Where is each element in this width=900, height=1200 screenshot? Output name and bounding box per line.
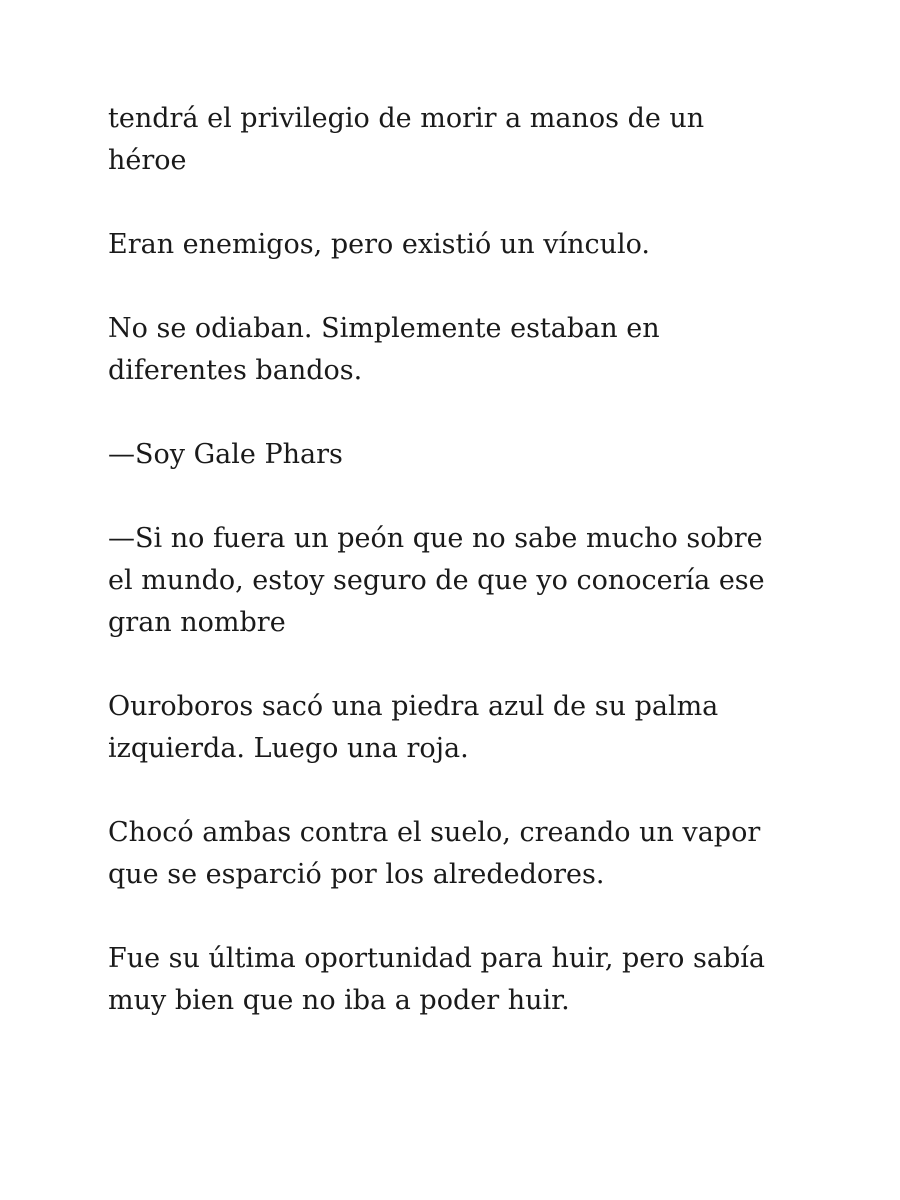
paragraph bbox=[108, 98, 808, 182]
text-line: —Si no fuera un peón que no sabe mucho sobre bbox=[108, 523, 763, 554]
paragraph bbox=[108, 224, 808, 266]
text-line: Fue su última oportunidad para huir, pero sabía bbox=[108, 943, 765, 974]
paragraph bbox=[108, 938, 808, 1022]
text-line: muy bien que no iba a poder huir. bbox=[108, 985, 570, 1016]
text-line: diferentes bandos. bbox=[108, 355, 363, 386]
paragraph bbox=[108, 812, 808, 896]
paragraph bbox=[108, 686, 808, 770]
text-line: gran nombre bbox=[108, 607, 286, 638]
text-line: Chocó ambas contra el suelo, creando un vapor bbox=[108, 817, 761, 848]
document-page bbox=[108, 98, 808, 1064]
text-line: tendrá el privilegio de morir a manos de un bbox=[108, 103, 705, 134]
paragraph bbox=[108, 308, 808, 392]
text-line: el mundo, estoy seguro de que yo conocería ese bbox=[108, 565, 765, 596]
paragraph bbox=[108, 434, 808, 476]
text-line: que se esparció por los alrededores. bbox=[108, 859, 605, 890]
text-line: No se odiaban. Simplemente estaban en bbox=[108, 313, 660, 344]
text-line: Eran enemigos, pero existió un vínculo. bbox=[108, 229, 651, 260]
text-line: héroe bbox=[108, 145, 187, 176]
text-line: —Soy Gale Phars bbox=[108, 439, 343, 470]
text-line: izquierda. Luego una roja. bbox=[108, 733, 469, 764]
text-line: Ouroboros sacó una piedra azul de su palma bbox=[108, 691, 719, 722]
paragraph bbox=[108, 518, 808, 644]
